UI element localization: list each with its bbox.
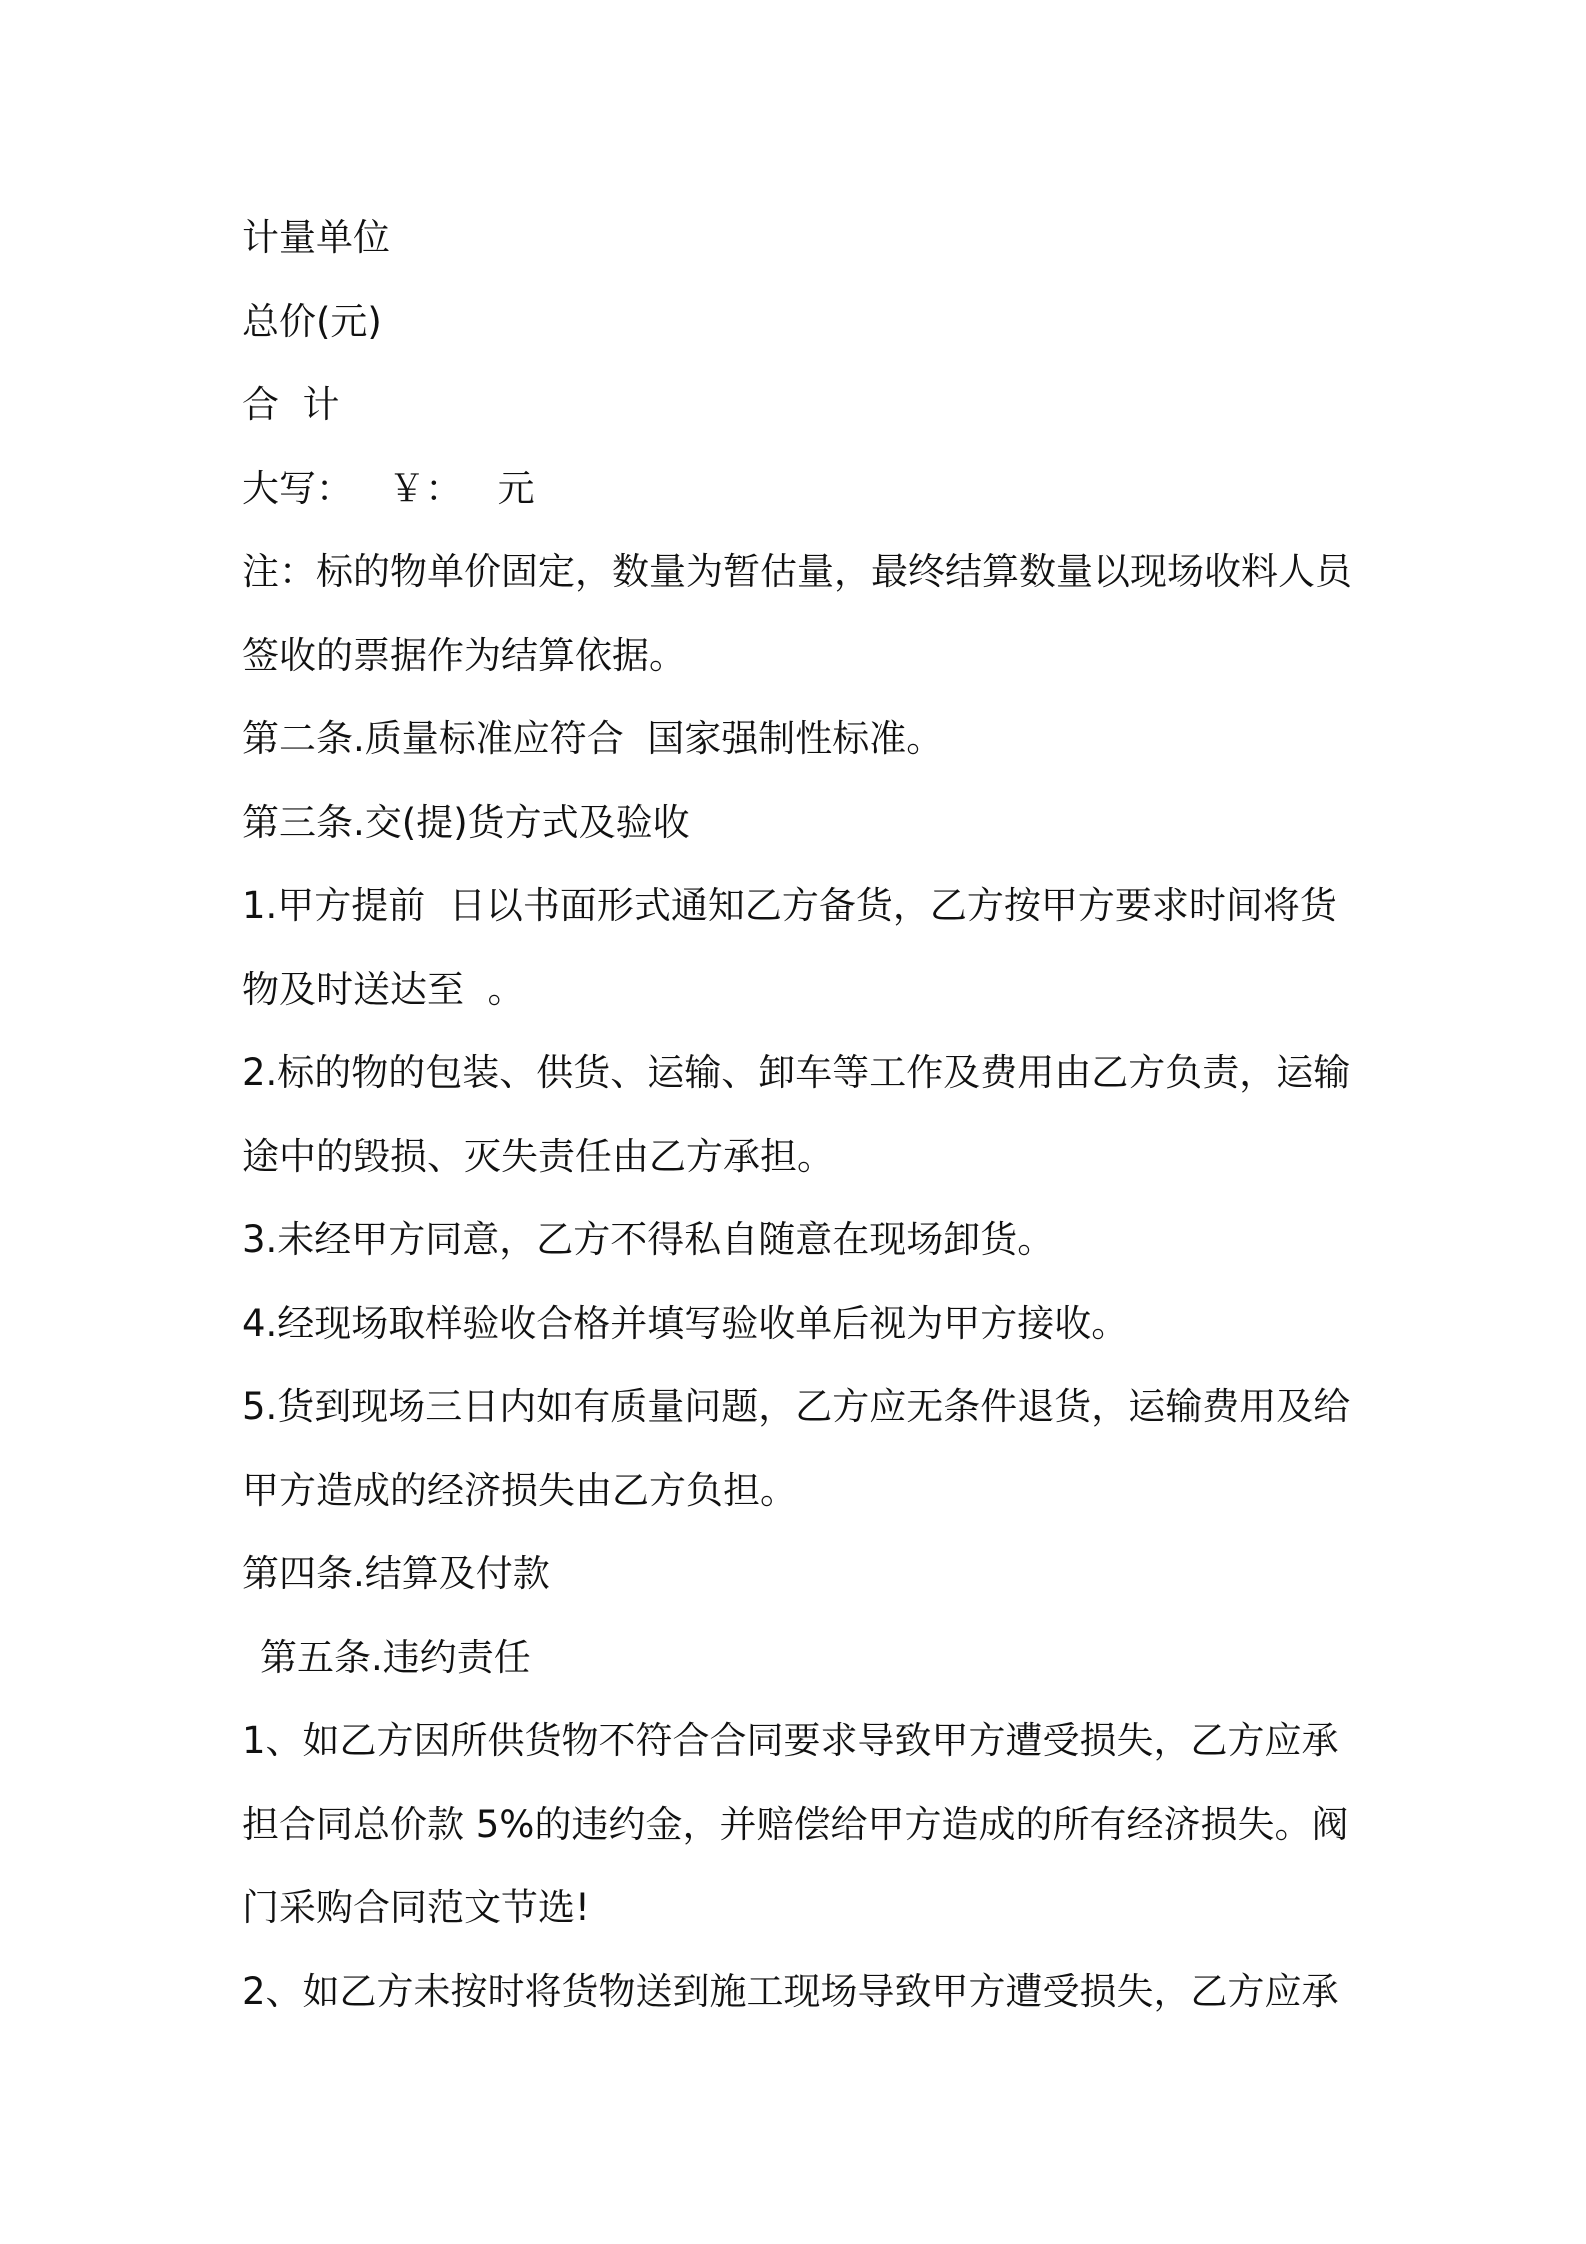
document-body <box>242 196 1362 2033</box>
clause-4-heading: 第四条.结算及付款 <box>242 1552 550 1595</box>
clause-3-item-1: 1.甲方提前 日以书面形式通知乙方备货，乙方按甲方要求时间将货 <box>242 884 1337 927</box>
clause-3-item-5-continued: 甲方造成的经济损失由乙方负担。 <box>242 1468 797 1512</box>
clause-5-item-2: 2、如乙方未按时将货物送到施工现场导致甲方遭受损失，乙方应承 <box>242 1969 1339 2013</box>
clause-2-heading: 第二条.质量标准应符合 国家强制性标准。 <box>242 717 944 760</box>
clause-5-item-1-continued-2: 门采购合同范文节选! <box>242 1886 590 1929</box>
text-line-note: 注：标的物单价固定，数量为暂估量，最终结算数量以现场收料人员 <box>242 550 1352 593</box>
clause-3-heading: 第三条.交(提)货方式及验收 <box>242 800 690 844</box>
clause-3-item-1-continued: 物及时送达至 。 <box>242 967 525 1011</box>
text-line-unit: 计量单位 <box>242 216 390 259</box>
clause-5-item-1: 1、如乙方因所供货物不符合合同要求导致甲方遭受损失，乙方应承 <box>242 1719 1339 1762</box>
text-line-amount-in-words: 大写： ￥： 元 <box>242 466 535 510</box>
clause-3-item-2: 2.标的物的包装、供货、运输、卸车等工作及费用由乙方负责，运输 <box>242 1051 1351 1094</box>
text-line-note-continued: 签收的票据作为结算依据。 <box>242 633 686 677</box>
text-line-total-price: 总价(元) <box>242 299 382 343</box>
clause-3-item-4: 4.经现场取样验收合格并填写验收单后视为甲方接收。 <box>242 1301 1129 1345</box>
clause-3-item-5: 5.货到现场三日内如有质量问题，乙方应无条件退货，运输费用及给 <box>242 1385 1351 1428</box>
clause-3-item-2-continued: 途中的毁损、灭失责任由乙方承担。 <box>242 1134 834 1178</box>
clause-5-heading: 第五条.违约责任 <box>260 1635 531 1679</box>
clause-3-item-3: 3.未经甲方同意，乙方不得私自随意在现场卸货。 <box>242 1218 1055 1261</box>
clause-5-item-1-continued: 担合同总价款 5%的违约金，并赔偿给甲方造成的所有经济损失。阀 <box>242 1802 1349 1846</box>
text-line-sum: 合 计 <box>242 383 340 426</box>
